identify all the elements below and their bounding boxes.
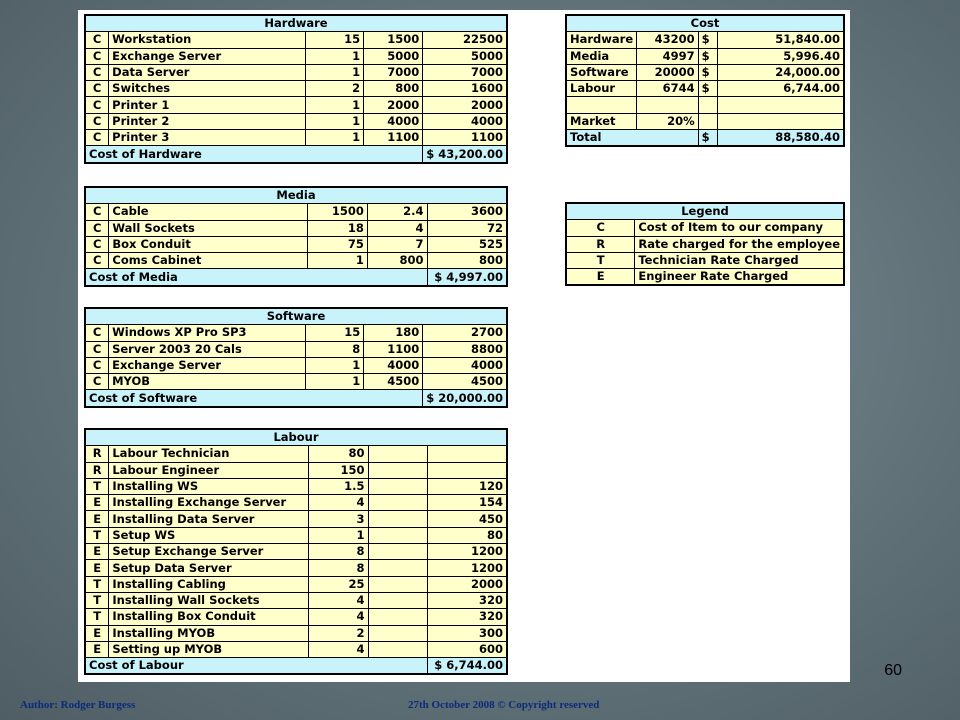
cost-cell-currency (698, 113, 718, 129)
software-cell-unit-price: 4500 (364, 374, 423, 390)
software-row (85, 325, 507, 341)
hardware-table (84, 14, 508, 164)
hardware-cell-amount: 22500 (423, 32, 507, 48)
labour-title: Labour (85, 429, 507, 446)
media-title: Media (85, 187, 507, 204)
hardware-cell-qty: 1 (305, 113, 363, 129)
software-rows (85, 325, 507, 390)
cost-cell-category: Hardware (566, 32, 637, 48)
labour-cell-task: Setup Exchange Server (109, 544, 309, 560)
labour-cell-hours: 4 (309, 592, 368, 608)
legend-cell-meaning: Cost of Item to our company (635, 220, 844, 236)
hardware-cell-unit-price: 7000 (364, 64, 423, 80)
media-cell-qty: 18 (308, 220, 368, 236)
hardware-row (85, 130, 507, 146)
cost-cell-marked-up (718, 113, 844, 129)
media-row (85, 236, 507, 252)
software-total-label: Cost of Software (85, 390, 423, 407)
media-row (85, 204, 507, 220)
media-cell-code: C (85, 236, 109, 252)
hardware-cell-unit-price: 1500 (364, 32, 423, 48)
labour-total-value: $ 6,744.00 (427, 658, 507, 675)
labour-cell-task: Setup WS (109, 527, 309, 543)
legend-cell-code: T (566, 252, 635, 268)
media-cell-item: Cable (109, 204, 308, 220)
labour-cell-amount: 600 (427, 641, 507, 657)
hardware-cell-qty: 2 (305, 81, 363, 97)
software-cell-qty: 1 (306, 357, 364, 373)
hardware-row (85, 48, 507, 64)
labour-row (85, 609, 507, 625)
cost-cell-subtotal (637, 97, 698, 113)
media-table (84, 186, 508, 287)
software-table (84, 307, 508, 408)
labour-cell-code: E (85, 511, 109, 527)
software-cell-amount: 4500 (423, 374, 507, 390)
hardware-cell-code: C (85, 64, 109, 80)
hardware-total-value: $ 43,200.00 (423, 146, 507, 163)
labour-cell-hours: 80 (309, 446, 368, 462)
labour-row (85, 511, 507, 527)
labour-cell-hours: 1.5 (309, 478, 368, 494)
hardware-cell-code: C (85, 130, 109, 146)
hardware-row (85, 97, 507, 113)
cost-row (566, 64, 844, 80)
labour-cell-amount: 1200 (427, 560, 507, 576)
cost-cell-currency (698, 97, 718, 113)
software-cell-unit-price: 180 (364, 325, 423, 341)
cost-cell-marked-up: 6,744.00 (718, 81, 844, 97)
cost-total-label: Total (566, 130, 698, 147)
media-cell-unit-price: 4 (367, 220, 427, 236)
software-row (85, 341, 507, 357)
cost-cell-subtotal: 43200 (637, 32, 698, 48)
media-cell-item: Wall Sockets (109, 220, 308, 236)
hardware-cell-item: Printer 3 (109, 130, 305, 146)
labour-cell-amount: 154 (427, 495, 507, 511)
labour-cell-code: E (85, 560, 109, 576)
cost-row (566, 113, 844, 129)
hardware-cell-code: C (85, 81, 109, 97)
labour-cell-code: T (85, 527, 109, 543)
labour-cell-code: E (85, 495, 109, 511)
software-cell-code: C (85, 357, 109, 373)
labour-cell-hours: 8 (309, 560, 368, 576)
labour-total-label: Cost of Labour (85, 658, 427, 675)
labour-cell-task: Labour Engineer (109, 462, 309, 478)
labour-cell-hours: 4 (309, 495, 368, 511)
cost-row (566, 32, 844, 48)
software-cell-item: MYOB (109, 374, 306, 390)
legend-cell-code: R (566, 236, 635, 252)
labour-cell-task: Setting up MYOB (109, 641, 309, 657)
software-row (85, 374, 507, 390)
cost-cell-marked-up: 24,000.00 (718, 64, 844, 80)
labour-cell-rate (368, 641, 427, 657)
software-cell-qty: 1 (306, 374, 364, 390)
media-total-label: Cost of Media (85, 269, 427, 286)
cost-cell-category: Software (566, 64, 637, 80)
labour-cell-task: Labour Technician (109, 446, 309, 462)
hardware-cell-code: C (85, 97, 109, 113)
labour-cell-rate (368, 609, 427, 625)
legend-row (566, 252, 844, 268)
labour-cell-rate (368, 462, 427, 478)
media-total-value: $ 4,997.00 (427, 269, 507, 286)
labour-cell-amount: 450 (427, 511, 507, 527)
software-cell-item: Windows XP Pro SP3 (109, 325, 306, 341)
labour-cell-task: Installing Box Conduit (109, 609, 309, 625)
labour-cell-rate (368, 576, 427, 592)
hardware-cell-unit-price: 5000 (364, 48, 423, 64)
labour-cell-rate (368, 592, 427, 608)
media-cell-amount: 800 (427, 253, 507, 269)
legend-row (566, 220, 844, 236)
cost-cell-category: Labour (566, 81, 637, 97)
legend-cell-code: C (566, 220, 635, 236)
cost-cell-subtotal: 4997 (637, 48, 698, 64)
legend-cell-meaning: Engineer Rate Charged (635, 269, 844, 286)
cost-total-dollar: $ (698, 130, 718, 147)
media-cell-code: C (85, 253, 109, 269)
footer-copyright: 27th October 2008 © Copyright reserved (408, 699, 600, 711)
hardware-cell-amount: 2000 (423, 97, 507, 113)
labour-cell-rate (368, 511, 427, 527)
cost-cell-currency: $ (698, 64, 718, 80)
hardware-cell-qty: 1 (305, 130, 363, 146)
hardware-cell-qty: 1 (305, 64, 363, 80)
footer-author: Author: Rodger Burgess (20, 699, 136, 711)
cost-cell-category: Media (566, 48, 637, 64)
labour-cell-hours: 25 (309, 576, 368, 592)
labour-cell-code: T (85, 592, 109, 608)
cost-cell-category (566, 97, 637, 113)
media-cell-code: C (85, 204, 109, 220)
labour-cell-code: T (85, 609, 109, 625)
labour-cell-hours: 3 (309, 511, 368, 527)
labour-cell-hours: 1 (309, 527, 368, 543)
media-cell-qty: 1500 (308, 204, 368, 220)
cost-cell-marked-up: 51,840.00 (718, 32, 844, 48)
software-cell-qty: 15 (306, 325, 364, 341)
labour-cell-amount: 320 (427, 609, 507, 625)
cost-cell-currency: $ (698, 48, 718, 64)
labour-row (85, 527, 507, 543)
cost-row (566, 48, 844, 64)
hardware-cell-item: Switches (109, 81, 305, 97)
hardware-cell-qty: 15 (305, 32, 363, 48)
software-cell-code: C (85, 325, 109, 341)
hardware-cell-item: Workstation (109, 32, 305, 48)
cost-title: Cost (566, 15, 844, 32)
hardware-row (85, 64, 507, 80)
media-row (85, 220, 507, 236)
hardware-cell-code: C (85, 113, 109, 129)
labour-cell-rate (368, 478, 427, 494)
software-row (85, 357, 507, 373)
hardware-cell-amount: 5000 (423, 48, 507, 64)
hardware-cell-unit-price: 4000 (364, 113, 423, 129)
labour-cell-code: T (85, 576, 109, 592)
hardware-cell-amount: 1600 (423, 81, 507, 97)
labour-row (85, 625, 507, 641)
hardware-row (85, 32, 507, 48)
labour-cell-code: E (85, 544, 109, 560)
labour-row (85, 495, 507, 511)
software-cell-unit-price: 4000 (364, 357, 423, 373)
media-row (85, 253, 507, 269)
hardware-cell-unit-price: 1100 (364, 130, 423, 146)
software-cell-code: C (85, 341, 109, 357)
cost-cell-category: Market (566, 113, 637, 129)
labour-cell-amount: 320 (427, 592, 507, 608)
labour-row (85, 446, 507, 462)
labour-cell-amount: 1200 (427, 544, 507, 560)
software-cell-amount: 2700 (423, 325, 507, 341)
media-cell-item: Box Conduit (109, 236, 308, 252)
hardware-cell-item: Exchange Server (109, 48, 305, 64)
software-cell-amount: 8800 (423, 341, 507, 357)
hardware-title: Hardware (85, 15, 507, 32)
labour-cell-amount: 80 (427, 527, 507, 543)
media-cell-unit-price: 800 (367, 253, 427, 269)
software-cell-amount: 4000 (423, 357, 507, 373)
labour-cell-task: Installing Cabling (109, 576, 309, 592)
labour-row (85, 560, 507, 576)
labour-cell-task: Setup Data Server (109, 560, 309, 576)
labour-cell-rate (368, 560, 427, 576)
legend-table (565, 202, 845, 286)
media-cell-unit-price: 7 (367, 236, 427, 252)
hardware-cell-qty: 1 (305, 48, 363, 64)
cost-row (566, 97, 844, 113)
hardware-cell-unit-price: 800 (364, 81, 423, 97)
legend-row (566, 269, 844, 286)
hardware-cell-item: Printer 2 (109, 113, 305, 129)
legend-cell-meaning: Rate charged for the employee (635, 236, 844, 252)
labour-cell-code: R (85, 462, 109, 478)
labour-cell-task: Installing WS (109, 478, 309, 494)
hardware-cell-code: C (85, 48, 109, 64)
media-cell-qty: 75 (308, 236, 368, 252)
labour-cell-amount (427, 446, 507, 462)
cost-cell-marked-up: 5,996.40 (718, 48, 844, 64)
legend-row (566, 236, 844, 252)
labour-row (85, 592, 507, 608)
labour-row (85, 576, 507, 592)
software-title: Software (85, 308, 507, 325)
hardware-cell-amount: 4000 (423, 113, 507, 129)
media-cell-item: Coms Cabinet (109, 253, 308, 269)
labour-cell-amount: 2000 (427, 576, 507, 592)
labour-cell-hours: 2 (309, 625, 368, 641)
cost-cell-currency: $ (698, 32, 718, 48)
cost-cell-subtotal: 6744 (637, 81, 698, 97)
cost-table (565, 14, 845, 147)
labour-cell-rate (368, 495, 427, 511)
media-cell-amount: 3600 (427, 204, 507, 220)
labour-table (84, 428, 508, 675)
hardware-cell-item: Printer 1 (109, 97, 305, 113)
labour-row (85, 462, 507, 478)
media-cell-unit-price: 2.4 (367, 204, 427, 220)
hardware-cell-unit-price: 2000 (364, 97, 423, 113)
media-cell-qty: 1 (308, 253, 368, 269)
hardware-rows (85, 32, 507, 146)
labour-cell-rate (368, 446, 427, 462)
software-cell-qty: 8 (306, 341, 364, 357)
labour-row (85, 478, 507, 494)
cost-row (566, 81, 844, 97)
labour-cell-amount: 300 (427, 625, 507, 641)
legend-title: Legend (566, 203, 844, 220)
media-cell-amount: 525 (427, 236, 507, 252)
labour-cell-rate (368, 625, 427, 641)
hardware-row (85, 81, 507, 97)
software-total-value: $ 20,000.00 (423, 390, 507, 407)
labour-cell-code: R (85, 446, 109, 462)
labour-cell-hours: 4 (309, 609, 368, 625)
media-cell-amount: 72 (427, 220, 507, 236)
cost-cell-marked-up (718, 97, 844, 113)
labour-cell-rate (368, 544, 427, 560)
spreadsheet-page (78, 10, 850, 682)
labour-cell-hours: 150 (309, 462, 368, 478)
cost-cell-currency: $ (698, 81, 718, 97)
labour-cell-task: Installing MYOB (109, 625, 309, 641)
labour-cell-code: E (85, 625, 109, 641)
hardware-cell-code: C (85, 32, 109, 48)
cost-cell-subtotal: 20% (637, 113, 698, 129)
cost-total-value: 88,580.40 (718, 130, 844, 147)
hardware-cell-qty: 1 (305, 97, 363, 113)
software-cell-code: C (85, 374, 109, 390)
software-cell-item: Exchange Server (109, 357, 306, 373)
labour-cell-amount (427, 462, 507, 478)
labour-cell-amount: 120 (427, 478, 507, 494)
hardware-cell-item: Data Server (109, 64, 305, 80)
media-cell-code: C (85, 220, 109, 236)
cost-rows (566, 32, 844, 130)
software-cell-unit-price: 1100 (364, 341, 423, 357)
labour-cell-code: T (85, 478, 109, 494)
cost-cell-subtotal: 20000 (637, 64, 698, 80)
labour-cell-task: Installing Data Server (109, 511, 309, 527)
labour-cell-hours: 4 (309, 641, 368, 657)
labour-row (85, 544, 507, 560)
labour-rows (85, 446, 507, 658)
legend-cell-code: E (566, 269, 635, 286)
software-cell-item: Server 2003 20 Cals (109, 341, 306, 357)
hardware-cell-amount: 7000 (423, 64, 507, 80)
labour-cell-hours: 8 (309, 544, 368, 560)
labour-cell-task: Installing Exchange Server (109, 495, 309, 511)
media-rows (85, 204, 507, 269)
hardware-row (85, 113, 507, 129)
legend-cell-meaning: Technician Rate Charged (635, 252, 844, 268)
hardware-total-label: Cost of Hardware (85, 146, 423, 163)
labour-cell-code: E (85, 641, 109, 657)
legend-rows (566, 220, 844, 286)
labour-cell-task: Installing Wall Sockets (109, 592, 309, 608)
page-number: 60 (884, 662, 902, 679)
labour-row (85, 641, 507, 657)
hardware-cell-amount: 1100 (423, 130, 507, 146)
labour-cell-rate (368, 527, 427, 543)
